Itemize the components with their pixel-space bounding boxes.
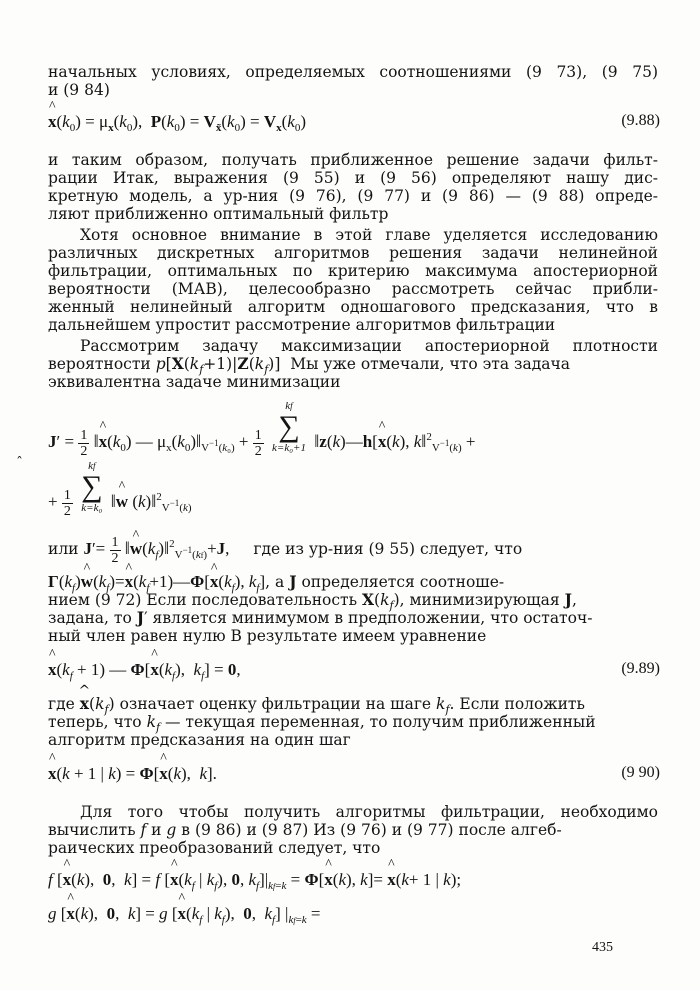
equation-f: f [^ x(k), 0, k] = f [^ $x(k_f$ | $k_f$), 0, $k_f]|_{kf=k}$ = Φ[^ x(k), k]= ^ x(k+ 1 | k);: [48, 870, 660, 892]
equation-9-88: ^ $x(k_0) = \mu_x(k_0)$, $P(k_0) = V_{x̃}(k_0) = V_x(k_0)$ (9.88): [48, 112, 660, 134]
equation-number: (9 90): [621, 764, 660, 781]
text-line: $Г(k_f)\^{}$ $w(k_f)=\^{}$ $x(k_f+1)—\Phi[\^{}$ $x(k_f)$, $k_f$], а J определяется соотноше-: [48, 572, 658, 598]
page-number: 435: [592, 940, 613, 955]
book-page: начальных условиях, определяемых соотношениями (9 73), (9 75) и (9 84) ^ $x(k_0) = \mu_x(k_0)$, $P(k_0) = V_{x̃}(k_0) = V_x(k_0)$ (9.88) и таким образом, получать приближенное решение задачи фильт- рации Итак, выражения (9 55) и (9 56) определяют нашу дис- кретную модель, а ур-ния (9 76), (9 77) и (9 86) — (9 88) опреде- ляют приближенно оптимальный фильтр Хотя основное внимание в этой главе уделяется исследованию различных дискретных алгоритмов решения задачи нелинейной фильтрации, оптимальных по критерию максимума апостериорной вероятности (МАВ), целесообразно рассмотреть сейчас прибли- женный нелинейный алгоритм одношагового предсказания, что в дальнейшем упростит рассмотрение алгоритмов фильтрации Рассмотрим задачу максимизации апостериорной плотности вероятности $p[X(k_f+1)|Z(k_f)]$ Мы уже отмечали, что эта задача эквивалентна задаче минимизации J′ = $\frac{1}{2}$ ‖^ $x(k_0)$ — $\mu_x(k_0)‖_{V^{-1}(k_0)}$ + $\frac{1}{2}$ kf ∑ k=k₀+1 ‖z(k)—h[^ x(k), k‖$^2_{V^{-1}(k)}$ + ˆ + $\frac{1}{2}$ kf ∑ k=k₀ ‖^ w (k)‖$^2_{V^{-1}(k)}$ или J′= $\frac{1}{2}$ ‖^ $w(k_f)‖^2_{V^{-1}(kf)}+J$, где из ур-ния (9 55) следует, что $Г(k_f)\^{}$ $w(k_f)=\^{}$ $x(k_f+1)—\Phi[\^{}$ $x(k_f)$, $k_f$], а J определяется соотноше- нием (9 72) Если последовательность $X(k_f)$, минимизирующая J, задана, то J′ является минимумом в предположении, что остаточ- ный член равен нулю В результате имеем уравнение ^ $x(k_f + 1)$ — Φ[^ $x(k_f)$, $k_f] = 0$, (9.89) где ^ $x(k_f)$ означает оценку фильтрации на шаге $k_f$. Если положить теперь, что $k_f$ — текущая переменная, то получим приближенный алгоритм предсказания на один шаг ^ x(k + 1 | k) = Φ[^ x(k), k]. (9 90) Для того чтобы получить алгоритмы фильтрации, необходимо вычислить f и g в (9 86) и (9 87) Из (9 76) и (9 77) после алгеб- раических преобразований следует, что f [^ x(k), 0, k] = f [^ $x(k_f$ | $k_f$), 0, $k_f]|_{kf=k}$ = Φ[^ x(k), k]= ^ x(k+ 1 | k); g [^ x(k), 0, k] = g [^ $x(k_f$ | $k_f$), 0, $k_f$] $|_{kf=k}$ = 435: [0, 0, 700, 990]
text-line: различных дискретных алгоритмов решения задачи нелинейной: [48, 244, 658, 262]
text-line: и таким образом, получать приближенное решение задачи фильт-: [48, 151, 658, 169]
equation-number: (9.88): [621, 112, 660, 129]
text-line: алгоритм предсказания на один шаг: [48, 731, 351, 749]
text-line: ляют приближенно оптимальный фильтр: [48, 205, 389, 223]
text-line: вероятности $p[X(k_f+1)|Z(k_f)]$ Мы уже отмечали, что эта задача: [48, 354, 570, 376]
text-line: вычислить f и g в (9 86) и (9 87) Из (9 76) и (9 77) после алгеб-: [48, 821, 562, 839]
text-line: начальных условиях, определяемых соотношениями (9 73), (9 75): [48, 63, 658, 81]
equation-j-prime-cont: + $\frac{1}{2}$ kf ∑ k=k₀ ‖^ w (k)‖$^2_{V^{-1}(k)}$: [48, 458, 660, 520]
equation-9-90: ^ x(k + 1 | k) = Φ[^ x(k), k]. (9 90): [48, 764, 660, 784]
paragraph-start: Для того чтобы получить алгоритмы фильтрации, необходимо: [80, 803, 658, 821]
text-line: нием (9 72) Если последовательность $X(k_f)$, минимизирующая J,: [48, 590, 577, 612]
equation-g: g [^ x(k), 0, k] = g [^ $x(k_f$ | $k_f$), 0, $k_f$] $|_{kf=k}$ =: [48, 904, 660, 926]
text-line: эквивалентна задаче минимизации: [48, 373, 341, 391]
text-line: или J′= $\frac{1}{2}$ ‖^ $w(k_f)‖^2_{V^{-1}(kf)}+J$, где из ур-ния (9 55) следует, что: [48, 534, 658, 566]
equation-j-prime: J′ = $\frac{1}{2}$ ‖^ $x(k_0)$ — $\mu_x(k_0)‖_{V^{-1}(k_0)}$ + $\frac{1}{2}$ kf ∑ k=k₀+1 ‖z(k)—h[^ x(k), k‖$^2_{V^{-1}(k)}$ +: [48, 398, 660, 460]
text-line: фильтрации, оптимальных по критерию максимума апостериорной: [48, 262, 658, 280]
text-line: ный член равен нулю В результате имеем уравнение: [48, 627, 487, 645]
equation-9-89: ^ $x(k_f + 1)$ — Φ[^ $x(k_f)$, $k_f] = 0$, (9.89): [48, 660, 660, 682]
text-line: дальнейшем упростит рассмотрение алгоритмов фильтрации: [48, 316, 556, 334]
text-line: задана, то J′ является минимумом в предположении, что остаточ-: [48, 608, 593, 627]
text-line: и (9 84): [48, 81, 110, 99]
equation-number: (9.89): [621, 660, 660, 677]
text-line: женный нелинейный алгоритм одношагового предсказания, что в: [48, 298, 658, 316]
text-line: вероятности (МАВ), целесообразно рассмотреть сейчас прибли-: [48, 280, 658, 298]
text-line: раических преобразований следует, что: [48, 839, 381, 857]
text-line: где ^ $x(k_f)$ означает оценку фильтрации на шаге $k_f$. Если положить: [48, 694, 658, 720]
paragraph-start: Хотя основное внимание в этой главе уделяется исследованию: [80, 226, 658, 244]
text-line: теперь, что $k_f$ — текущая переменная, то получим приближенный: [48, 713, 596, 734]
paragraph-start: Рассмотрим задачу максимизации апостериорной плотности: [80, 337, 658, 355]
text-line: рации Итак, выражения (9 55) и (9 56) определяют нашу дис-: [48, 169, 658, 187]
text-line: кретную модель, а ур-ния (9 76), (9 77) и (9 86) — (9 88) опреде-: [48, 187, 658, 205]
